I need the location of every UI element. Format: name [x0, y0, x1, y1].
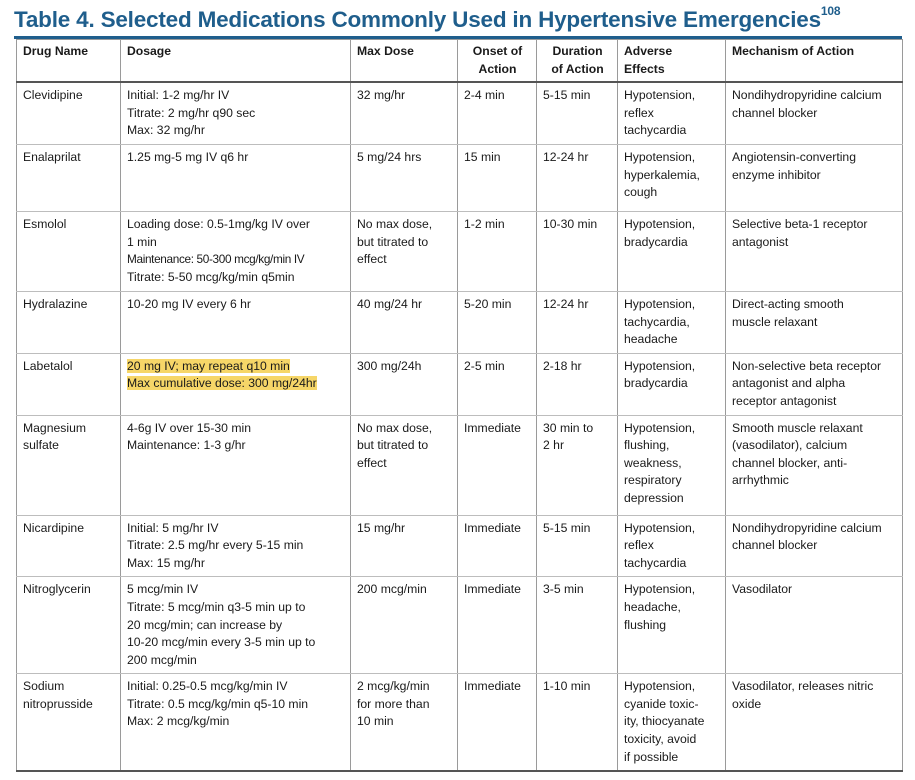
header-max-dose: Max Dose — [351, 40, 458, 83]
cell-max-dose — [351, 415, 458, 515]
cell-dosage — [121, 415, 351, 515]
cell-line: 40 mg/24 hr — [357, 296, 423, 311]
cell-line: Hypotension, — [624, 520, 696, 535]
cell-line: (vasodilator), calcium — [732, 438, 848, 453]
cell-line: 10 min — [357, 714, 394, 729]
cell-line: tachycardia — [624, 123, 687, 138]
cell-line: 30 min to — [543, 420, 594, 435]
cell-onset — [458, 144, 537, 211]
cell-line: Hydralazine — [23, 296, 88, 311]
cell-max-dose — [351, 674, 458, 771]
cell-line: Non-selective beta receptor — [732, 358, 882, 373]
table-row — [17, 515, 903, 577]
cell-line: 2 mcg/kg/min — [357, 679, 430, 694]
cell-line: arrhythmic — [732, 473, 789, 488]
table-title-text: Table 4. Selected Medications Commonly Used in Hypertensive Emergencies — [14, 7, 821, 32]
cell-adverse — [618, 415, 726, 515]
cell-line: 1-10 min — [543, 679, 591, 694]
cell-line: Labetalol — [23, 358, 73, 373]
table-row — [17, 415, 903, 515]
cell-line: Immediate — [464, 582, 521, 597]
cell-onset — [458, 415, 537, 515]
cell-line: Hypotension, — [624, 296, 696, 311]
cell-mechanism — [726, 211, 903, 291]
cell-line: 200 mcg/min — [127, 652, 197, 667]
cell-duration — [537, 674, 618, 771]
cell-line: Max: 32 mg/hr — [127, 123, 205, 138]
table-row — [17, 144, 903, 211]
cell-line: 5 mg/24 hrs — [357, 149, 422, 164]
cell-line: 10-20 mg IV every 6 hr — [127, 296, 251, 311]
cell-line: 5-15 min — [543, 520, 591, 535]
cell-duration — [537, 515, 618, 577]
cell-line: flushing — [624, 617, 667, 632]
cell-drug — [17, 515, 121, 577]
cell-line: Smooth muscle relaxant — [732, 420, 863, 435]
cell-onset — [458, 577, 537, 674]
cell-dosage — [121, 674, 351, 771]
header-onset-line1: Onset of — [472, 44, 523, 58]
cell-line: Esmolol — [23, 216, 67, 231]
cell-line: Magnesium — [23, 420, 86, 435]
cell-duration — [537, 577, 618, 674]
cell-line: Titrate: 2 mg/hr q90 sec — [127, 105, 256, 120]
cell-max-dose — [351, 577, 458, 674]
cell-line: Maintenance: 50-300 mcg/kg/min IV — [127, 252, 305, 267]
cell-onset — [458, 211, 537, 291]
cell-line: bradycardia — [624, 234, 688, 249]
cell-duration — [537, 353, 618, 415]
cell-adverse — [618, 353, 726, 415]
cell-drug — [17, 144, 121, 211]
cell-max-dose — [351, 211, 458, 291]
cell-line: 1 min — [127, 234, 157, 249]
cell-line: Hypotension, — [624, 582, 696, 597]
cell-line: tachycardia — [624, 555, 687, 570]
cell-line: 15 mg/hr — [357, 520, 406, 535]
cell-line: but titrated to — [357, 234, 429, 249]
cell-line: reflex — [624, 538, 654, 553]
cell-line: 5-20 min — [464, 296, 512, 311]
table-body — [17, 82, 903, 771]
cell-line: Nondihydropyridine calcium — [732, 88, 882, 103]
cell-line: headache — [624, 332, 678, 347]
cell-drug — [17, 353, 121, 415]
header-drug-name: Drug Name — [17, 40, 121, 83]
cell-max-dose — [351, 144, 458, 211]
cell-line: ity, thiocyanate — [624, 714, 705, 729]
header-onset — [458, 40, 537, 83]
cell-adverse — [618, 674, 726, 771]
cell-line: 2-18 hr — [543, 358, 582, 373]
cell-line: Angiotensin-converting — [732, 149, 856, 164]
cell-line: 1-2 min — [464, 216, 505, 231]
cell-duration — [537, 415, 618, 515]
header-row — [17, 40, 903, 83]
cell-line: nitroprusside — [23, 696, 93, 711]
cell-line: channel blocker — [732, 538, 818, 553]
cell-line: Hypotension, — [624, 88, 696, 103]
cell-line: Vasodilator — [732, 582, 793, 597]
cell-line: Direct-acting smooth — [732, 296, 844, 311]
header-onset-line2: Action — [478, 61, 517, 76]
cell-line: hyperkalemia, — [624, 167, 700, 182]
header-duration — [537, 40, 618, 83]
cell-max-dose — [351, 291, 458, 353]
highlighted-dosage-text: Max cumulative dose: 300 mg/24hr — [127, 376, 317, 391]
cell-drug — [17, 291, 121, 353]
table-title-reference: 108 — [820, 4, 841, 18]
table-row — [17, 674, 903, 771]
cell-duration — [537, 82, 618, 144]
cell-line: oxide — [732, 696, 762, 711]
cell-line: for more than — [357, 696, 430, 711]
cell-line: but titrated to — [357, 438, 429, 453]
cell-line: 3-5 min — [543, 582, 584, 597]
cell-dosage — [121, 144, 351, 211]
medications-table — [16, 39, 903, 772]
cell-drug — [17, 211, 121, 291]
cell-line: 10-30 min — [543, 216, 598, 231]
cell-onset — [458, 291, 537, 353]
cell-line: Vasodilator, releases nitric — [732, 679, 874, 694]
cell-line: Max: 15 mg/hr — [127, 555, 205, 570]
cell-adverse — [618, 515, 726, 577]
cell-line: 200 mcg/min — [357, 582, 427, 597]
table-row — [17, 577, 903, 674]
cell-line: Immediate — [464, 420, 521, 435]
cell-mechanism — [726, 577, 903, 674]
cell-line: Enalaprilat — [23, 149, 81, 164]
cell-line: 12-24 hr — [543, 149, 589, 164]
cell-dosage — [121, 82, 351, 144]
cell-line: Sodium — [23, 679, 65, 694]
cell-onset — [458, 82, 537, 144]
cell-max-dose — [351, 515, 458, 577]
cell-line: Hypotension, — [624, 216, 696, 231]
cell-line: Hypotension, — [624, 358, 696, 373]
cell-line: 5-15 min — [543, 88, 591, 103]
cell-line: 2-5 min — [464, 358, 505, 373]
cell-line: 12-24 hr — [543, 296, 589, 311]
header-adverse — [618, 40, 726, 83]
cell-line: effect — [357, 252, 387, 267]
table-row — [17, 291, 903, 353]
cell-line: headache, — [624, 599, 681, 614]
cell-line: Immediate — [464, 520, 521, 535]
cell-onset — [458, 515, 537, 577]
cell-line: Maintenance: 1-3 g/hr — [127, 438, 246, 453]
cell-line: Titrate: 5-50 mcg/kg/min q5min — [127, 269, 295, 284]
cell-line: Hypotension, — [624, 420, 696, 435]
cell-line: Initial: 0.25-0.5 mcg/kg/min IV — [127, 679, 288, 694]
cell-dosage — [121, 291, 351, 353]
highlighted-dosage-text: 20 mg IV; may repeat q10 min — [127, 358, 290, 373]
cell-line: Hypotension, — [624, 149, 696, 164]
table-row — [17, 211, 903, 291]
cell-line: depression — [624, 490, 684, 505]
header-mechanism: Mechanism of Action — [726, 40, 903, 83]
cell-line: tachycardia, — [624, 314, 690, 329]
cell-drug — [17, 415, 121, 515]
cell-line: 5 mcg/min IV — [127, 582, 199, 597]
cell-line: receptor antagonist — [732, 393, 837, 408]
cell-line: antagonist and alpha — [732, 376, 846, 391]
cell-line — [127, 375, 345, 393]
cell-duration — [537, 211, 618, 291]
cell-line: Max: 2 mcg/kg/min — [127, 714, 230, 729]
cell-line: 20 mcg/min; can increase by — [127, 617, 283, 632]
cell-line: channel blocker — [732, 105, 818, 120]
cell-mechanism — [726, 674, 903, 771]
table-row — [17, 353, 903, 415]
table-title-block — [14, 6, 902, 39]
cell-line: Titrate: 5 mcg/min q3-5 min up to — [127, 599, 306, 614]
cell-line: flushing, — [624, 438, 670, 453]
header-dosage: Dosage — [121, 40, 351, 83]
cell-line: Initial: 1-2 mg/hr IV — [127, 88, 230, 103]
header-duration-line1: Duration — [552, 44, 603, 58]
cell-line: antagonist — [732, 234, 789, 249]
cell-line: muscle relaxant — [732, 314, 818, 329]
cell-line — [127, 358, 345, 376]
cell-line: No max dose, — [357, 420, 433, 435]
table-title — [14, 6, 902, 34]
cell-line: 300 mg/24h — [357, 358, 422, 373]
cell-dosage — [121, 577, 351, 674]
cell-line: bradycardia — [624, 376, 688, 391]
cell-duration — [537, 144, 618, 211]
cell-adverse — [618, 577, 726, 674]
cell-line: Initial: 5 mg/hr IV — [127, 520, 219, 535]
cell-max-dose — [351, 82, 458, 144]
cell-max-dose — [351, 353, 458, 415]
cell-duration — [537, 291, 618, 353]
cell-adverse — [618, 144, 726, 211]
header-duration-line2: of Action — [551, 61, 604, 76]
cell-line: Nitroglycerin — [23, 582, 91, 597]
cell-mechanism — [726, 291, 903, 353]
cell-line: respiratory — [624, 473, 682, 488]
cell-adverse — [618, 82, 726, 144]
cell-line: 32 mg/hr — [357, 88, 406, 103]
cell-line: Loading dose: 0.5-1mg/kg IV over — [127, 216, 310, 231]
cell-line: Immediate — [464, 679, 521, 694]
cell-line: reflex — [624, 105, 654, 120]
cell-line: 15 min — [464, 149, 501, 164]
cell-onset — [458, 674, 537, 771]
cell-dosage — [121, 353, 351, 415]
cell-line: 4-6g IV over 15-30 min — [127, 420, 251, 435]
cell-line: Selective beta-1 receptor — [732, 216, 868, 231]
cell-line: cough — [624, 185, 658, 200]
header-adverse-line1: Adverse — [624, 44, 673, 58]
cell-line: 2 hr — [543, 438, 565, 453]
cell-mechanism — [726, 144, 903, 211]
cell-drug — [17, 82, 121, 144]
cell-onset — [458, 353, 537, 415]
cell-line: enzyme inhibitor — [732, 167, 821, 182]
cell-line: if possible — [624, 749, 679, 764]
cell-drug — [17, 577, 121, 674]
cell-dosage — [121, 515, 351, 577]
cell-line: weakness, — [624, 455, 682, 470]
header-adverse-line2: Effects — [624, 61, 665, 76]
cell-line: channel blocker, anti- — [732, 455, 848, 470]
cell-line: No max dose, — [357, 216, 433, 231]
table-row — [17, 82, 903, 144]
cell-mechanism — [726, 415, 903, 515]
cell-line: effect — [357, 455, 387, 470]
cell-line: Titrate: 2.5 mg/hr every 5-15 min — [127, 538, 304, 553]
cell-line: Nondihydropyridine calcium — [732, 520, 882, 535]
cell-mechanism — [726, 353, 903, 415]
cell-adverse — [618, 211, 726, 291]
cell-line: cyanide toxic- — [624, 696, 699, 711]
cell-drug — [17, 674, 121, 771]
cell-line: 10-20 mcg/min every 3-5 min up to — [127, 635, 316, 650]
cell-line: Nicardipine — [23, 520, 84, 535]
cell-adverse — [618, 291, 726, 353]
cell-mechanism — [726, 515, 903, 577]
cell-line: 1.25 mg-5 mg IV q6 hr — [127, 149, 249, 164]
cell-mechanism — [726, 82, 903, 144]
cell-line: 2-4 min — [464, 88, 505, 103]
cell-line: Titrate: 0.5 mcg/kg/min q5-10 min — [127, 696, 309, 711]
cell-line: sulfate — [23, 438, 59, 453]
cell-line: toxicity, avoid — [624, 732, 697, 747]
cell-line: Clevidipine — [23, 88, 83, 103]
cell-dosage — [121, 211, 351, 291]
cell-line: Hypotension, — [624, 679, 696, 694]
